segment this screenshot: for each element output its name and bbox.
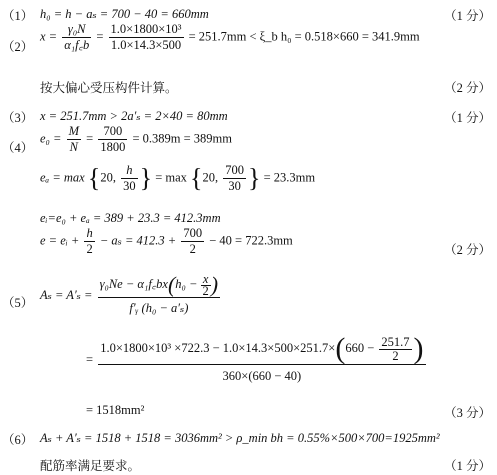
step-5-score: （3 分） <box>444 406 491 420</box>
step-4-f1-den: N <box>69 140 78 154</box>
step-4-ea <box>40 163 315 194</box>
step-6-formula: Aₛ + A′ₛ = 1518 + 1518 = 3036mm² > ρ_min bh = 0.55%×500×700=1925mm² <box>40 431 440 445</box>
left-brace-icon: { <box>190 163 203 193</box>
step-4-ea-20: 20, <box>100 170 116 185</box>
step-5-two: 2 <box>202 283 209 298</box>
step-4-e-2b: 2 <box>189 242 196 256</box>
step-5-formula-1 <box>40 272 222 318</box>
step-5-p-den: 2 <box>392 348 399 363</box>
step-4-e-700: 700 <box>183 226 203 240</box>
step-2-rest: = 251.7mm < ξ_b h₀ = 0.518×660 = 341.9mm <box>188 29 420 44</box>
left-paren-icon: ( <box>335 332 346 366</box>
step-5-big-fraction <box>98 333 425 387</box>
step-4-e-lhs: e = eᵢ + <box>40 233 80 248</box>
step-2-lhs: x = <box>40 29 58 44</box>
step-2-formula <box>40 22 420 53</box>
step-4-ea-lhs: eₐ = max <box>40 170 85 185</box>
step-5-big-numerator <box>98 333 425 365</box>
step-4-ea-mid: = max <box>155 170 187 185</box>
step-4-e-mid: − aₛ = 412.3 + <box>99 233 177 248</box>
step-3-score: （1 分） <box>444 111 491 125</box>
step-4-ea-20b: 20, <box>202 170 219 185</box>
right-paren-icon: ) <box>413 332 424 366</box>
step-5-x2-fraction <box>201 271 211 298</box>
step-4-ea-30b: 30 <box>228 179 241 193</box>
step-4-number: （4） <box>2 141 34 155</box>
right-brace-icon: } <box>139 163 153 193</box>
step-4-e <box>40 226 293 257</box>
step-3-number: （3） <box>2 111 34 125</box>
step-2-eq1: = <box>96 29 104 44</box>
step-4-f1-num: M <box>68 124 80 138</box>
left-brace-icon: { <box>87 163 101 193</box>
step-5-formula-2 <box>86 333 428 387</box>
step-5-p-num: 251.7 <box>381 334 410 349</box>
step-5-h0: h₀ − <box>175 277 198 291</box>
step-4-f2-num: 700 <box>98 124 127 140</box>
step-3-formula: x = 251.7mm > 2a′ₛ = 2×40 = 80mm <box>40 109 228 123</box>
right-brace-icon: } <box>248 163 261 193</box>
step-5-num-expr: γ₀Ne − α₁f꜀bx <box>99 277 168 291</box>
step-2-fraction-2 <box>109 22 184 53</box>
step-5-x: x <box>201 274 211 286</box>
step-5-den-expr: f′ᵧ (h₀ − a′ₛ) <box>129 301 189 316</box>
step-4-lhs: e₀ = <box>40 131 62 146</box>
step-4-e-rest: − 40 = 722.3mm <box>209 233 293 248</box>
step-5-fraction <box>98 272 221 318</box>
step-6-number: （6） <box>2 433 34 447</box>
step-1-number: （1） <box>2 9 34 23</box>
step-4-ea-fraction-1 <box>121 163 138 194</box>
step-4-fraction-1 <box>67 124 81 155</box>
step-1-score: （1 分） <box>444 9 491 23</box>
step-4-e0 <box>40 124 232 155</box>
step-4-e-fraction-1 <box>84 226 94 257</box>
step-2-f1-num: γ₀N <box>62 22 91 38</box>
step-2-number: （2） <box>2 40 34 54</box>
step-5-big-num: 1.0×1800×10³ ×722.3 − 1.0×14.3×500×251.7× <box>100 341 336 355</box>
step-2-f2-den: 1.0×14.3×500 <box>110 38 182 52</box>
step-4-ea-700: 700 <box>225 163 244 177</box>
step-5-lhs: Aₛ = A′ₛ = <box>40 288 93 303</box>
step-5-result: = 1518mm² <box>86 403 145 417</box>
step-4-f2-den: 1800 <box>100 140 126 154</box>
step-5-paren-fraction <box>379 336 411 363</box>
step-5-number: （5） <box>2 296 34 310</box>
step-2-f1-den: α₁f꜀b <box>64 38 90 52</box>
step-4-e-2: 2 <box>86 242 93 256</box>
step-4-fraction-2 <box>98 124 127 155</box>
step-4-eq: = <box>86 131 94 146</box>
step-2-note: 按大偏心受压构件计算。 <box>40 81 178 95</box>
step-5-eq: = <box>86 352 94 367</box>
step-6-score: （1 分） <box>444 459 491 473</box>
right-paren-icon: ) <box>210 272 219 298</box>
step-5-big-den: 360×(660 − 40) <box>222 369 302 384</box>
step-4-ea-h: h <box>121 163 138 179</box>
step-4-rest: = 0.389m = 389mm <box>132 131 232 146</box>
step-4-e-h: h <box>86 226 93 240</box>
step-4-ea-fraction-2 <box>223 163 246 194</box>
step-2-score: （2 分） <box>444 81 491 95</box>
left-paren-icon: ( <box>167 272 176 298</box>
step-1-formula: h₀ = h − aₛ = 700 − 40 = 660mm <box>40 7 209 21</box>
step-5-paren-inner: 660 − <box>345 341 375 355</box>
step-4-score: （2 分） <box>444 243 491 257</box>
step-4-ea-rest: = 23.3mm <box>263 170 316 185</box>
step-2-f2-num: 1.0×1800×10³ <box>110 22 182 36</box>
step-5-numerator <box>98 272 221 298</box>
step-6-note: 配筋率满足要求。 <box>40 459 141 473</box>
step-4-ei: eᵢ=e₀ + eₐ = 389 + 23.3 = 412.3mm <box>40 211 221 225</box>
step-4-e-fraction-2 <box>181 226 204 257</box>
step-2-fraction-1 <box>62 22 91 53</box>
step-4-ea-30: 30 <box>123 179 136 193</box>
